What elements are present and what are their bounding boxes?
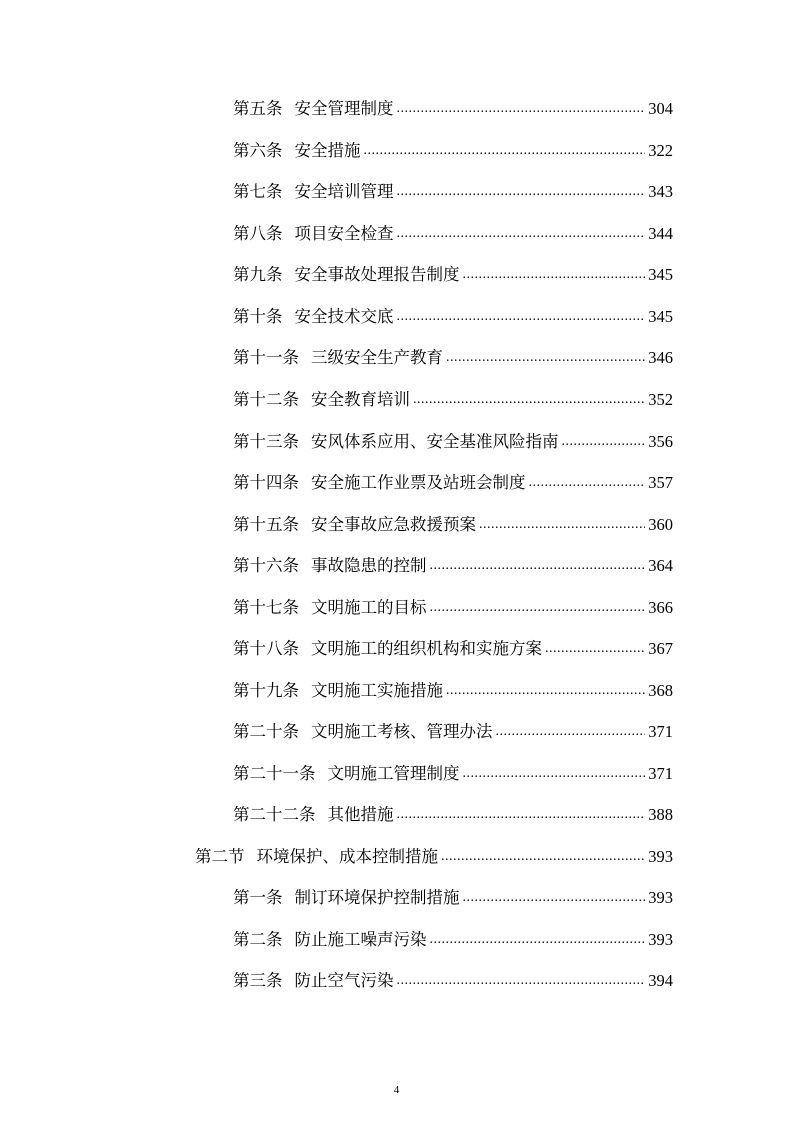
toc-dot-leader [397, 971, 646, 991]
toc-entry-number: 第七条 [233, 182, 283, 201]
toc-entry-number: 第二十条 [233, 722, 299, 741]
toc-entry-title: 安风体系应用、安全基准风险指南 [311, 432, 559, 451]
page-number: 4 [393, 1084, 400, 1096]
toc-entry[interactable] [233, 554, 673, 578]
toc-entry-title: 事故隐患的控制 [311, 556, 427, 575]
toc-entry-number: 第二节 [195, 847, 245, 866]
toc-entry-page: 393 [648, 888, 673, 907]
toc-entry-page: 304 [648, 99, 673, 118]
toc-entry-page: 364 [648, 556, 673, 575]
toc-entry-title: 防止施工噪声污染 [294, 930, 427, 949]
toc-entry[interactable] [233, 222, 673, 246]
toc-section-entry[interactable] [195, 845, 673, 869]
toc-entry[interactable] [233, 928, 673, 952]
toc-entry-title: 文明施工管理制度 [327, 764, 460, 783]
toc-entry-number: 第二十一条 [233, 764, 316, 783]
toc-entry-number: 第二十二条 [233, 805, 316, 824]
toc-dot-leader [446, 681, 645, 701]
toc-entry[interactable] [233, 139, 673, 163]
toc-entry-title: 文明施工的组织机构和实施方案 [311, 639, 542, 658]
toc-entry-page: 360 [648, 515, 673, 534]
toc-entry-title: 文明施工实施措施 [311, 681, 443, 700]
toc-entry[interactable] [233, 346, 673, 370]
toc-entry-title: 安全措施 [294, 141, 361, 160]
toc-dot-leader [529, 473, 646, 493]
toc-entry-title: 安全技术交底 [294, 307, 394, 326]
toc-entry-page: 343 [648, 182, 673, 201]
toc-dot-leader [430, 556, 646, 576]
toc-dot-leader [397, 307, 646, 327]
toc-entry-title: 项目安全检查 [294, 224, 394, 243]
toc-entry-title: 安全事故处理报告制度 [294, 265, 460, 284]
toc-entry-title: 其他措施 [327, 805, 394, 824]
toc-entry-number: 第十六条 [233, 556, 299, 575]
toc-entry-number: 第十二条 [233, 390, 299, 409]
toc-dot-leader [397, 224, 646, 244]
toc-entry-page: 393 [648, 930, 673, 949]
toc-entry-page: 367 [648, 639, 673, 658]
toc-entry-title: 安全教育培训 [311, 390, 410, 409]
toc-dot-leader [413, 390, 645, 410]
toc-entry-title: 防止空气污染 [294, 971, 394, 990]
toc-entry-number: 第十八条 [233, 639, 299, 658]
toc-entry[interactable] [233, 513, 673, 537]
toc-entry[interactable] [233, 596, 673, 620]
toc-dot-leader [446, 348, 645, 368]
toc-entry[interactable] [233, 430, 673, 454]
toc-dot-leader [545, 639, 645, 659]
toc-entry-number: 第八条 [233, 224, 283, 243]
toc-entry[interactable] [233, 388, 673, 412]
toc-entry-number: 第十七条 [233, 598, 299, 617]
toc-entry[interactable] [233, 720, 673, 744]
toc-entry-page: 368 [648, 681, 673, 700]
toc-entry[interactable] [233, 886, 673, 910]
toc-entry-title: 安全管理制度 [294, 99, 394, 118]
toc-entry[interactable] [233, 263, 673, 287]
toc-entry[interactable] [233, 803, 673, 827]
toc-entry-page: 388 [648, 805, 673, 824]
toc-entry-page: 366 [648, 598, 673, 617]
toc-entry-page: 371 [648, 722, 673, 741]
toc-entry-number: 第二条 [233, 930, 283, 949]
toc-entry[interactable] [233, 969, 673, 993]
toc-entry-title: 安全事故应急救援预案 [311, 515, 476, 534]
toc-dot-leader [397, 182, 646, 202]
toc-entry-page: 357 [648, 473, 673, 492]
toc-entry-title: 安全施工作业票及站班会制度 [311, 473, 526, 492]
toc-entry-title: 环境保护、成本控制措施 [256, 847, 438, 866]
toc-entry-number: 第十三条 [233, 432, 299, 451]
toc-entry-title: 三级安全生产教育 [311, 348, 443, 367]
toc-entry-page: 394 [648, 971, 673, 990]
toc-entry-title: 安全培训管理 [294, 182, 394, 201]
toc-entry-page: 322 [648, 141, 673, 160]
toc-entry-page: 346 [648, 348, 673, 367]
toc-entry-page: 371 [648, 764, 673, 783]
toc-entry-page: 393 [648, 847, 673, 866]
toc-entry-number: 第十条 [233, 307, 283, 326]
toc-dot-leader [364, 141, 646, 161]
toc-dot-leader [397, 805, 646, 825]
toc-entry-number: 第五条 [233, 99, 283, 118]
toc-entry-number: 第十一条 [233, 348, 299, 367]
toc-entry-title: 文明施工的目标 [311, 598, 427, 617]
toc-dot-leader [479, 515, 645, 535]
toc-dot-leader [397, 99, 646, 119]
toc-entry-number: 第九条 [233, 265, 283, 284]
toc-entry-page: 345 [648, 265, 673, 284]
toc-dot-leader [441, 847, 645, 867]
toc-dot-leader [562, 432, 646, 452]
toc-entry-number: 第十五条 [233, 515, 299, 534]
toc-entry[interactable] [233, 762, 673, 786]
toc-entry-page: 356 [648, 432, 673, 451]
toc-entry[interactable] [233, 471, 673, 495]
toc-entry-page: 345 [648, 307, 673, 326]
toc-entry-number: 第十九条 [233, 681, 299, 700]
toc-entry-number: 第六条 [233, 141, 283, 160]
toc-entry[interactable] [233, 97, 673, 121]
toc-dot-leader [496, 722, 646, 742]
toc-entry-page: 352 [648, 390, 673, 409]
toc-entry-page: 344 [648, 224, 673, 243]
toc-entry[interactable] [233, 637, 673, 661]
toc-entry-number: 第三条 [233, 971, 283, 990]
toc-dot-leader [463, 265, 646, 285]
toc-entry-number: 第一条 [233, 888, 283, 907]
toc-dot-leader [430, 930, 646, 950]
toc-entry-title: 制订环境保护控制措施 [294, 888, 460, 907]
toc-dot-leader [430, 598, 646, 618]
toc-entry[interactable] [233, 180, 673, 204]
toc-entry[interactable] [233, 679, 673, 703]
toc-dot-leader [463, 888, 646, 908]
toc-entry-number: 第十四条 [233, 473, 299, 492]
toc-entry[interactable] [233, 305, 673, 329]
toc-entry-title: 文明施工考核、管理办法 [311, 722, 493, 741]
toc-dot-leader [463, 764, 646, 784]
